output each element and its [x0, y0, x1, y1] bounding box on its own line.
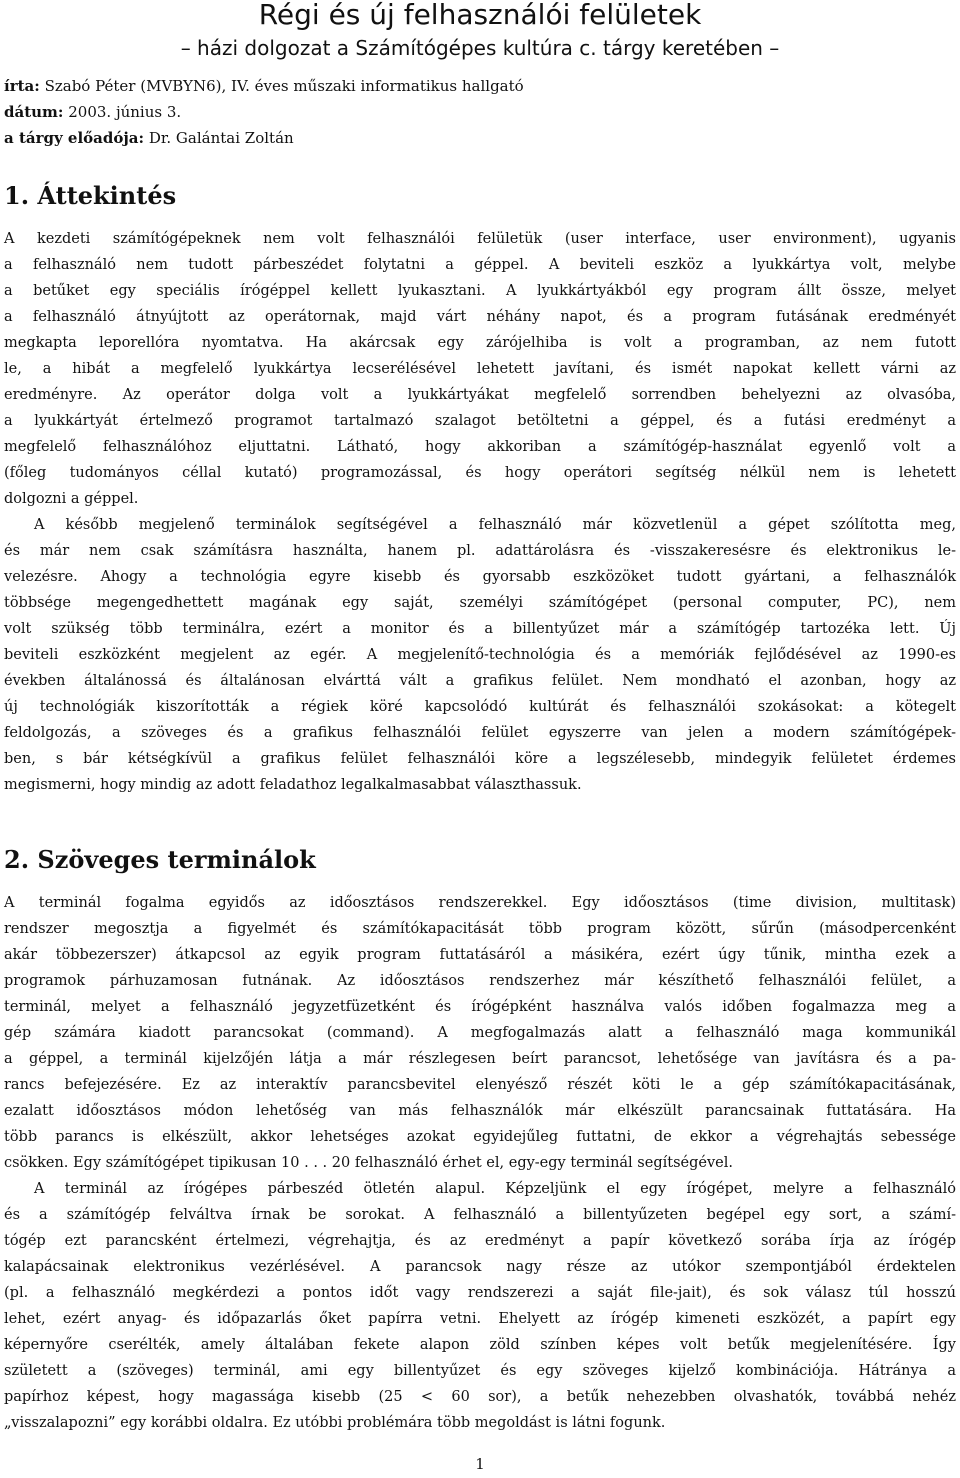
text-line: A terminál fogalma egyidős az időosztásos rendszerekkel. Egy időosztásos (time division, multitask) — [4, 895, 956, 911]
text-line: a géppel, a terminál kijelzőjén látja a már részlegesen beírt parancsot, lehetősége van javításra és a pa- — [4, 1051, 956, 1067]
text-line: megkapta leporellóra nyomtatva. Ha akárcsak egy zárójelhiba is volt a programban, az nem futott — [4, 335, 956, 351]
text-line: a felhasználó nem tudott párbeszédet folytatni a géppel. A beviteli eszköz a lyukkártya volt, melybe — [4, 257, 956, 273]
text-line: kalapácsainak elektronikus vezérlésével. A parancsok nagy része az utókor szempontjából érdektelen — [4, 1259, 956, 1275]
text-line: A később megjelenő terminálok segítségével a felhasználó már közvetlenül a gépet szólította meg, — [34, 517, 956, 533]
text-line: dolgozni a géppel. — [4, 491, 139, 507]
text-line: feldolgozás, a szöveges és a grafikus felhasználói felület egyszerre van jelen a modern számítógépek- — [4, 725, 956, 741]
meta-author — [4, 75, 524, 97]
meta-value: Dr. Galántai Zoltán — [148, 129, 294, 147]
text-line: csökken. Egy számítógépet tipikusan 10 . . . 20 felhasználó érhet el, egy-egy terminál segítségével. — [4, 1155, 733, 1171]
text-line: a lyukkártyát értelmező programot tartalmazó szalagot betöltetni a géppel, és a futási eredményt a — [4, 413, 956, 429]
text-line: új technológiák kiszorították a régiek köré kapcsolódó kultúrát és felhasználói szokásokat: a kötegelt — [4, 699, 956, 715]
text-line: gép számára kiadott parancsokat (command). A megfogalmazás alatt a felhasználó maga kommunikál — [4, 1025, 956, 1041]
text-line: és a számítógép felváltva írnak be sorokat. A felhasználó a billentyűzeten begépel egy sort, a számí- — [4, 1207, 956, 1223]
meta-label: a tárgy előadója: — [4, 129, 145, 147]
text-line: (főleg tudományos céllal kutató) programozással, és hogy operátori segítség nélkül nem is lehetett — [4, 465, 956, 481]
document-subtitle: – házi dolgozat a Számítógépes kultúra c. tárgy keretében – — [180, 36, 780, 60]
text-line: rendszer megosztja a figyelmét és számítókapacitását több program között, sűrűn (másodpercenként — [4, 921, 956, 937]
text-line: terminál, melyet a felhasználó jegyzetfüzetként és írógépként használva valós időben fogalmazza meg a — [4, 999, 956, 1015]
section-heading: 2. Szöveges terminálok — [4, 845, 316, 874]
meta-value: 2003. június 3. — [68, 103, 182, 121]
text-line: beviteli eszközként megjelent az egér. A megjelenítő-technológia és a memóriák fejlődésével az 1990-es — [4, 647, 956, 663]
text-line: volt szükség több terminálra, ezért a monitor és a billentyűzet már a számítógép tartozéka lett. Új — [4, 621, 956, 637]
text-line: A terminál az írógépes párbeszéd ötletén alapul. Képzeljünk el egy írógépet, melyre a felhasználó — [34, 1181, 956, 1197]
text-line: akár többezerszer) átkapcsol az egyik program futtatásáról a másikéra, ezért úgy tűnik, mintha ezek a — [4, 947, 956, 963]
text-line: programok párhuzamosan futnának. Az időosztásos rendszerhez már készíthető felhasználói felület, a — [4, 973, 956, 989]
text-line: több parancs is elkészült, akkor lehetséges azokat egyidejűleg futtatni, de ekkor a végrehajtás sebessége — [4, 1129, 956, 1145]
meta-label: dátum: — [4, 103, 64, 121]
meta-label: írta: — [4, 77, 40, 95]
text-line: született a (szöveges) terminál, ami egy billentyűzet és egy szöveges kijelző kombinációja. Hátránya a — [4, 1363, 956, 1379]
text-line: a betűket egy speciális írógéppel kellett lyukasztani. A lyukkártyákból egy program állt össze, melyet — [4, 283, 956, 299]
meta-lecturer — [4, 127, 294, 149]
text-line: velezésre. Ahogy a technológia egyre kisebb és gyorsabb eszközöket tudott gyártani, a felhasználók — [4, 569, 956, 585]
text-line: években általánossá és általánosan elvárttá vált a grafikus felület. Nem mondható el azonban, hogy az — [4, 673, 956, 689]
text-line: eredményre. Az operátor dolga volt a lyukkártyákat megfelelő sorrendben behelyezni az olvasóba, — [4, 387, 956, 403]
text-line: és már nem csak számításra használta, hanem pl. adattárolásra és -visszakeresésre és elektronikus le- — [4, 543, 956, 559]
document-title: Régi és új felhasználói felületek — [258, 0, 702, 31]
section-heading: 1. Áttekintés — [4, 181, 177, 210]
text-line: (pl. a felhasználó megkérdezi a pontos időt vagy rendszerezi a saját file-jait), és sok válasz túl hosszú — [4, 1285, 956, 1301]
text-line: rancs befejezésére. Ez az interaktív parancsbevitel elenyésző részét köti le a gép számítókapacitásának, — [4, 1077, 956, 1093]
meta-date — [4, 101, 181, 123]
text-line: lehet, ezért anyag- és időpazarlás őket papírra vetni. Ehelyett az írógép kimeneti eszközét, a papírt egy — [4, 1311, 956, 1327]
text-line: le, a hibát a megfelelő lyukkártya lecserélésével lehetett javítani, és ismét napokat kellett várni az — [4, 361, 956, 377]
text-line: megfelelő felhasználóhoz eljuttatni. Látható, hogy akkoriban a számítógép-használat egyenlő volt a — [4, 439, 956, 455]
page-number: 1 — [475, 1455, 485, 1473]
text-line: „visszalapozni” egy korábbi oldalra. Ez utóbbi problémára több megoldást is látni fogunk. — [4, 1415, 666, 1431]
text-line: tógép ezt parancsként értelmezi, végrehajtja, és az eredményt a papír következő sorába írja az írógép — [4, 1233, 956, 1249]
text-line: ezalatt időosztásos módon lehetőség van más felhasználók már elkészült parancsainak futtatására. Ha — [4, 1103, 956, 1119]
meta-value: Szabó Péter (MVBYN6), IV. éves műszaki informatikus hallgató — [44, 77, 524, 95]
text-line: többsége megengedhettett magának egy saját, személyi számítógépet (personal computer, PC), nem — [4, 595, 956, 611]
text-line: A kezdeti számítógépeknek nem volt felhasználói felületük (user interface, user environment), ugyanis — [4, 231, 956, 247]
text-line: papírhoz képest, hogy magassága kisebb (25 < 60 sor), a betűk nehezebben olvashatók, továbbá nehéz — [4, 1389, 956, 1405]
text-line: megismerni, hogy mindig az adott feladathoz legalkalmasabbat választhassuk. — [4, 777, 582, 793]
text-line: ben, s bár kétségkívül a grafikus felület felhasználói köre a legszélesebb, mindegyik felületet érdemes — [4, 751, 956, 767]
text-line: a felhasználó átnyújtott az operátornak, majd várt néhány napot, és a program futásának eredményét — [4, 309, 956, 325]
text-line: képernyőre cserélték, amely általában fekete alapon zöld színben képes volt betűk megjelenítésére. Így — [4, 1337, 956, 1353]
